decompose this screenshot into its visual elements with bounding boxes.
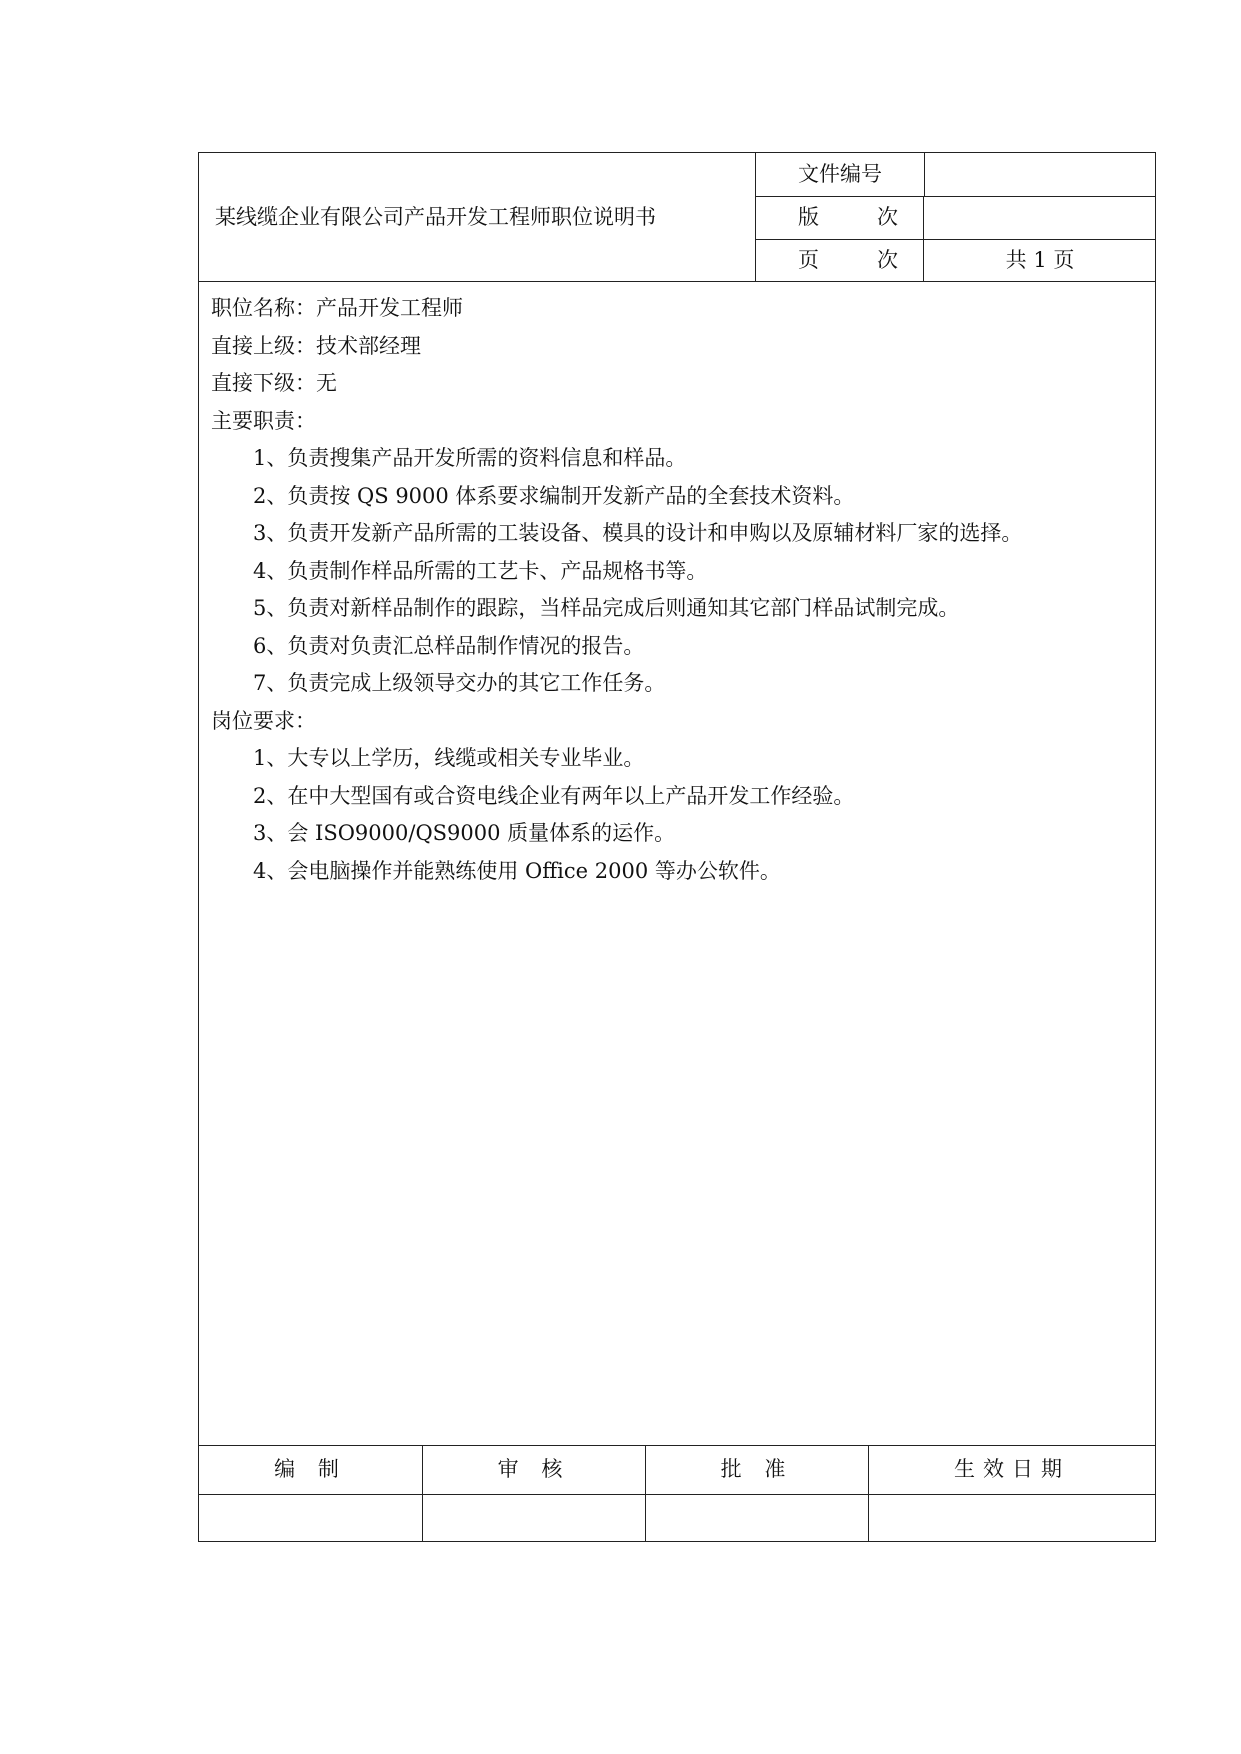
effective-date-value xyxy=(869,1494,1155,1542)
meta-row-file-number xyxy=(756,153,1155,197)
requirement-item: 2、在中大型国有或合资电线企业有两年以上产品开发工作经验。 xyxy=(253,783,855,808)
prepared-by-value xyxy=(199,1494,423,1542)
duty-item: 4、负责制作样品所需的工艺卡、产品规格书等。 xyxy=(253,558,708,583)
requirement-item: 1、大专以上学历，线缆或相关专业毕业。 xyxy=(253,746,645,770)
requirements-heading: 岗位要求： xyxy=(211,708,316,733)
requirement-item: 3、会 ISO9000/QS9000 质量体系的运作。 xyxy=(253,821,676,845)
signature-value-row xyxy=(199,1494,1155,1542)
duties-heading: 主要职责： xyxy=(211,408,316,433)
prepared-by-label: 编 制 xyxy=(199,1446,423,1494)
direct-superior-line: 直接上级：技术部经理 xyxy=(211,333,421,358)
version-label xyxy=(756,196,924,239)
version-label-part-a: 版 xyxy=(798,205,819,229)
page-count-value: 共 1 页 xyxy=(1005,248,1075,272)
version-value xyxy=(925,196,1155,239)
approved-by-value xyxy=(646,1494,869,1542)
page-label xyxy=(756,239,924,282)
meta-row-version xyxy=(756,196,1155,240)
meta-row-page xyxy=(756,239,1155,282)
reviewed-by-label: 审 核 xyxy=(423,1446,646,1494)
duty-item: 5、负责对新样品制作的跟踪，当样品完成后则通知其它部门样品试制完成。 xyxy=(253,596,960,620)
job-title-line: 职位名称：产品开发工程师 xyxy=(211,296,463,320)
signature-table xyxy=(199,1445,1155,1541)
job-description-body xyxy=(211,290,1143,890)
form-header xyxy=(199,153,1155,282)
reviewed-by-value xyxy=(423,1494,646,1542)
file-number-label: 文件编号 xyxy=(756,153,925,196)
approved-by-label: 批 准 xyxy=(646,1446,869,1494)
job-description-form xyxy=(198,152,1156,1542)
page-label-part-a: 页 xyxy=(798,248,819,272)
document-meta-table xyxy=(755,153,1155,281)
page-label-part-b: 次 xyxy=(877,248,898,272)
requirement-item: 4、会电脑操作并能熟练使用 Office 2000 等办公软件。 xyxy=(253,858,781,883)
duty-item: 6、负责对负责汇总样品制作情况的报告。 xyxy=(253,633,645,658)
duty-item: 3、负责开发新产品所需的工装设备、模具的设计和申购以及原辅材料厂家的选择。 xyxy=(253,521,1023,545)
version-label-part-b: 次 xyxy=(877,205,898,229)
signature-header-row xyxy=(199,1446,1155,1495)
file-number-value xyxy=(925,153,1155,196)
duty-item: 2、负责按 QS 9000 体系要求编制开发新产品的全套技术资料。 xyxy=(253,483,855,508)
direct-subordinate-line: 直接下级：无 xyxy=(211,371,337,395)
duty-item: 7、负责完成上级领导交办的其它工作任务。 xyxy=(253,671,666,695)
effective-date-label: 生效日期 xyxy=(954,1457,1070,1481)
duty-item: 1、负责搜集产品开发所需的资料信息和样品。 xyxy=(253,446,687,470)
document-title: 某线缆企业有限公司产品开发工程师职位说明书 xyxy=(215,205,656,229)
